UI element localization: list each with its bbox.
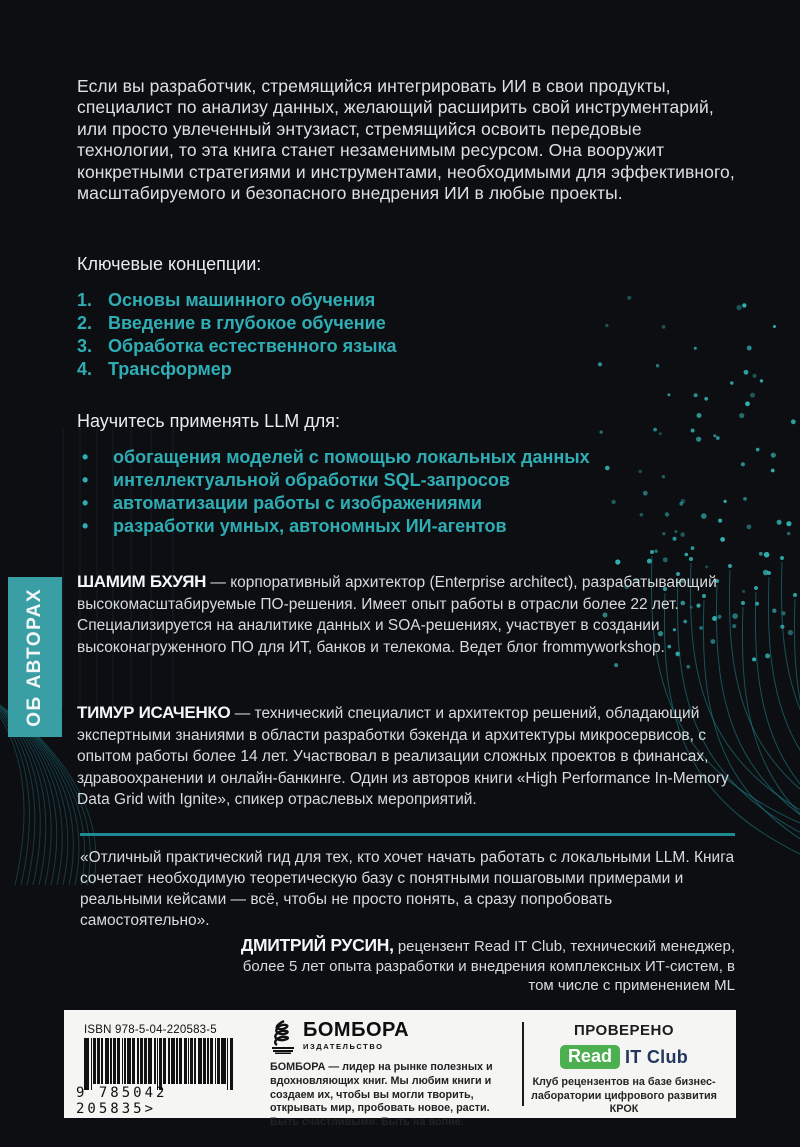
item-number: 3. xyxy=(77,336,93,356)
item-label: интеллектуальной обработки SQL-запросов xyxy=(113,470,510,490)
bombora-logo-icon xyxy=(270,1020,296,1054)
author-bio-2 xyxy=(77,702,737,811)
publisher-tagline: ИЗДАТЕЛЬСТВО xyxy=(303,1042,384,1051)
list-item xyxy=(77,515,737,538)
publisher-footer-bar xyxy=(64,1010,736,1129)
bullet-icon: • xyxy=(82,470,89,490)
item-label: Введение в глубокое обучение xyxy=(108,313,386,333)
list-item xyxy=(77,469,737,492)
item-number: 4. xyxy=(77,359,93,379)
about-authors-label: ОБ АВТОРАХ xyxy=(24,587,45,727)
about-authors-tab xyxy=(8,577,62,737)
section-divider-line xyxy=(80,833,735,836)
bullet-icon: • xyxy=(82,493,89,513)
key-concepts-heading: Ключевые концепции: xyxy=(77,254,262,274)
reviewer-name: ДМИТРИЙ РУСИН, xyxy=(240,935,394,955)
barcode-suffix: > xyxy=(144,1101,157,1117)
item-label: Трансформер xyxy=(108,359,232,379)
list-item xyxy=(77,358,737,381)
item-label: автоматизации работы с изображениями xyxy=(113,493,482,513)
publisher-logo xyxy=(270,1020,508,1054)
item-label: обогащения моделей с помощью локальных данных xyxy=(113,447,590,467)
item-label: Обработка естественного языка xyxy=(108,336,397,356)
bullet-icon: • xyxy=(82,516,89,536)
review-quote: «Отличный практический гид для тех, кто хочет начать работать с локальными LLM. Книга сочетает необходимую теоретическую базу с понятными пошаговыми примерами и реальными кейсами — всё, чтобы не просто понять, а сразу попробовать самостоятельно». xyxy=(80,849,735,929)
author-bio-text: — технический специалист и архитектор решений, обладающий экспертными знаниями в области разработки бэкенда и архитектуры микросервисов, с опытом работы более 14 лет. Участвовал в реализации сложных проектов в финансах, здравоохранении и онлайн-банкинге. Один из авторов книги «High Performance In-Memory Data Grid with Ignite», спикер отраслевых мероприятий. xyxy=(77,705,729,809)
intro-paragraph: Если вы разработчик, стремящийся интегрировать ИИ в свои продукты, специалист по анализу данных, желающий расширить свой инструментарий, или просто увлеченный энтузиаст, стремящийся освоить передовые технологии, то эта книга станет незаменимым ресурсом. Она вооружит конкретными стратегиями и инструментами, необходимыми для эффективного, масштабируемого и безопасного внедрения ИИ в любые проекты. xyxy=(77,75,735,203)
verified-label: ПРОВЕРЕНО xyxy=(573,1022,675,1039)
publisher-block xyxy=(254,1019,522,1129)
bullet-icon: • xyxy=(82,447,89,467)
reviewer-attribution xyxy=(215,936,735,996)
list-item xyxy=(77,312,737,335)
key-concepts-list xyxy=(77,289,737,381)
publisher-name: БОМБОРА xyxy=(303,1019,410,1041)
llm-uses-heading: Научитесь применять LLM для: xyxy=(77,411,340,431)
verified-block xyxy=(524,1020,724,1115)
it-club-label: IT Club xyxy=(624,1046,689,1067)
publisher-description: БОМБОРА — лидер на рынке полезных и вдохновляющих книг. Мы любим книги и создаем их, чтобы вы могли творить, открывать мир, пробовать новое, расти. Быть счастливыми. Быть на волне. xyxy=(270,1061,493,1129)
item-number: 1. xyxy=(77,290,93,310)
list-item xyxy=(77,289,737,312)
barcode-block xyxy=(76,1020,254,1117)
read-badge: Read xyxy=(560,1045,620,1069)
list-item xyxy=(77,446,737,469)
author-bio-1 xyxy=(77,571,737,658)
isbn-text: ISBN 978-5-04-220583-5 xyxy=(84,1024,217,1036)
reviewer-credentials: рецензент Read IT Club, технический менеджер, более 5 лет опыта разработки и внедрения комплексных ИТ-систем, в том числе с применением ML xyxy=(242,938,735,994)
item-number: 2. xyxy=(77,313,93,333)
author-bio-text: — корпоративный архитектор (Enterprise architect), разрабатывающий высокомасштабируемые ПО-решения. Имеет опыт работы в отрасли более 22 лет. Специализируется на аналитике данных и SOA-решениях, участвует в создании высоконагруженного ПО для ИТ, банков и телекома. Ведет блог frommyworkshop. xyxy=(77,574,717,656)
ean-barcode xyxy=(84,1038,254,1084)
item-label: Основы машинного обучения xyxy=(108,290,376,310)
llm-uses-list xyxy=(77,446,737,538)
author-name: ТИМУР ИСАЧЕНКО xyxy=(77,703,231,722)
barcode-digits: 9 785042 205835> xyxy=(76,1085,168,1117)
item-label: разработки умных, автономных ИИ-агентов xyxy=(113,516,507,536)
list-item xyxy=(77,335,737,358)
verified-description: Клуб рецензентов на базе бизнес-лаборатории цифрового развития КРОК xyxy=(531,1076,717,1115)
list-item xyxy=(77,492,737,515)
author-name: ШАМИМ БХУЯН xyxy=(77,572,207,591)
read-it-club-logo xyxy=(524,1045,724,1069)
